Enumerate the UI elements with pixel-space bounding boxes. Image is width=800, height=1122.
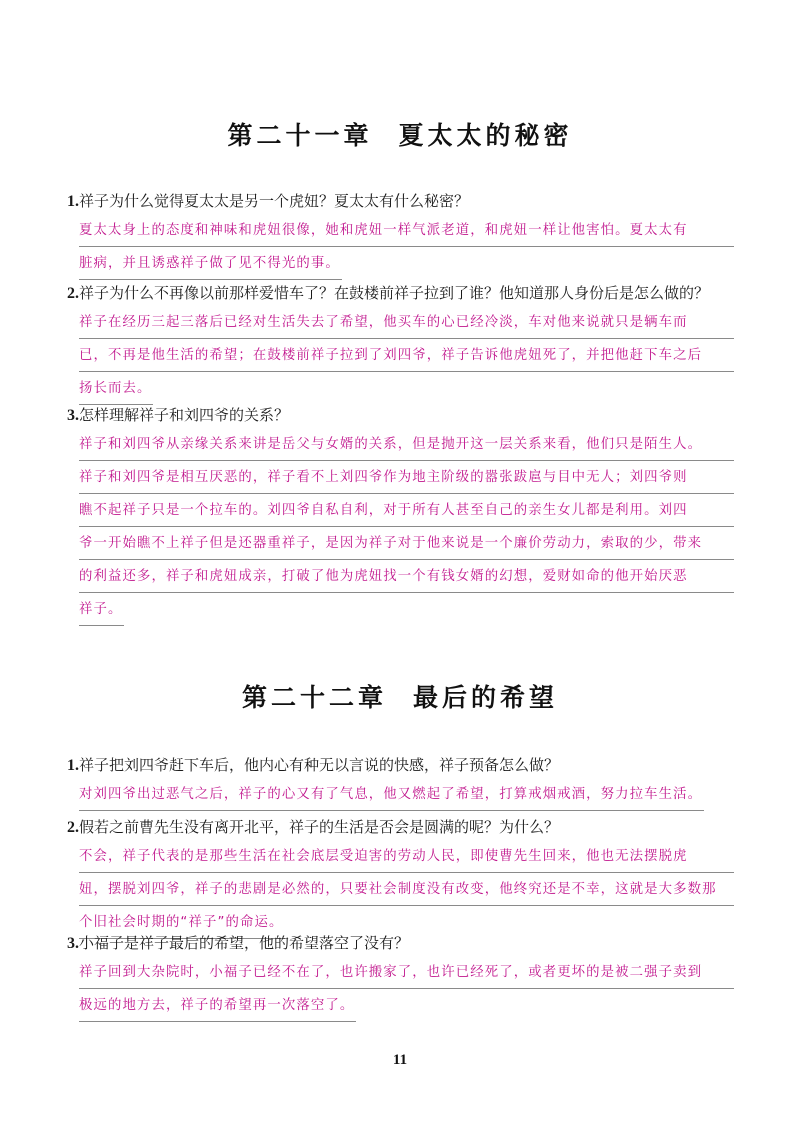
answer-line: 祥子在经历三起三落后已经对生活失去了希望，他买车的心已经冷淡，车对他来说就只是辆车而 <box>79 306 734 339</box>
question <box>67 282 747 305</box>
answer-line: 祥子和刘四爷是相互厌恶的，祥子看不上刘四爷作为地主阶级的嚣张跋扈与目中无人；刘四爷则 <box>79 461 734 494</box>
answer-line: 妞，摆脱刘四爷，祥子的悲剧是必然的，只要社会制度没有改变，他终究还是不幸，这就是大多数那 <box>79 873 734 906</box>
answer-line: 爷一开始瞧不上祥子但是还器重祥子，是因为祥子对于他来说是一个廉价劳动力，索取的少，带来 <box>79 527 734 560</box>
question-number: 1. <box>67 757 79 774</box>
question-number: 2. <box>67 819 79 836</box>
question <box>67 404 747 427</box>
question-text: 假若之前曹先生没有离开北平，祥子的生活是否会是圆满的呢？为什么？ <box>79 818 560 836</box>
chapter-number: 第二十一章 <box>227 121 373 150</box>
answer-line: 对刘四爷出过恶气之后，祥子的心又有了气息，他又燃起了希望，打算戒烟戒酒，努力拉车生活。 <box>79 778 704 811</box>
answer-line: 极远的地方去，祥子的希望再一次落空了。 <box>79 989 356 1022</box>
chapter-title <box>0 678 800 714</box>
chapter-name: 最后的希望 <box>413 683 559 712</box>
question-number: 1. <box>67 193 79 210</box>
question-number: 2. <box>67 285 79 302</box>
question-text: 小福子是祥子最后的希望，他的希望落空了没有？ <box>79 934 410 952</box>
answer-block <box>79 306 734 405</box>
question <box>67 754 747 777</box>
answer-block <box>79 428 734 626</box>
chapter-title <box>0 116 800 152</box>
answer-line: 的利益还多，祥子和虎妞成亲，打破了他为虎妞找一个有钱女婿的幻想，爱财如命的他开始厌恶 <box>79 560 734 593</box>
answer-line: 不会，祥子代表的是那些生活在社会底层受迫害的劳动人民，即使曹先生回来，他也无法摆脱虎 <box>79 840 734 873</box>
answer-line: 祥子。 <box>79 593 124 626</box>
question-text: 祥子把刘四爷赶下车后，他内心有种无以言说的快感，祥子预备怎么做？ <box>79 756 560 774</box>
answer-line: 祥子和刘四爷从亲缘关系来讲是岳父与女婿的关系，但是抛开这一层关系来看，他们只是陌生人。 <box>79 428 734 461</box>
page-number: 11 <box>392 1052 408 1068</box>
answer-block <box>79 778 734 811</box>
question-text: 怎样理解祥子和刘四爷的关系？ <box>79 406 290 424</box>
question <box>67 932 747 955</box>
question <box>67 816 747 839</box>
chapter-number: 第二十二章 <box>241 683 387 712</box>
answer-line: 瞧不起祥子只是一个拉车的。刘四爷自私自利，对于所有人甚至自己的亲生女儿都是利用。刘四 <box>79 494 734 527</box>
answer-block <box>79 840 734 939</box>
question-number: 3. <box>67 935 79 952</box>
answer-block <box>79 214 734 280</box>
answer-line: 扬长而去。 <box>79 372 153 405</box>
question <box>67 190 747 213</box>
answer-line: 祥子回到大杂院时，小福子已经不在了，也许搬家了，也许已经死了，或者更坏的是被二强子卖到 <box>79 956 734 989</box>
answer-block <box>79 956 734 1022</box>
question-text: 祥子为什么不再像以前那样爱惜车了？在鼓楼前祥子拉到了谁？他知道那人身份后是怎么做的？ <box>79 284 710 302</box>
chapter-name: 夏太太的秘密 <box>398 121 573 150</box>
answer-line: 夏太太身上的态度和神味和虎妞很像，她和虎妞一样气派老道，和虎妞一样让他害怕。夏太太有 <box>79 214 734 247</box>
answer-line: 脏病，并且诱惑祥子做了见不得光的事。 <box>79 247 342 280</box>
question-number: 3. <box>67 407 79 424</box>
answer-line: 个旧社会时期的“祥子”的命运。 <box>79 906 285 939</box>
answer-line: 已，不再是他生活的希望；在鼓楼前祥子拉到了刘四爷，祥子告诉他虎妞死了，并把他赶下车之后 <box>79 339 734 372</box>
question-text: 祥子为什么觉得夏太太是另一个虎妞？夏太太有什么秘密？ <box>79 192 470 210</box>
